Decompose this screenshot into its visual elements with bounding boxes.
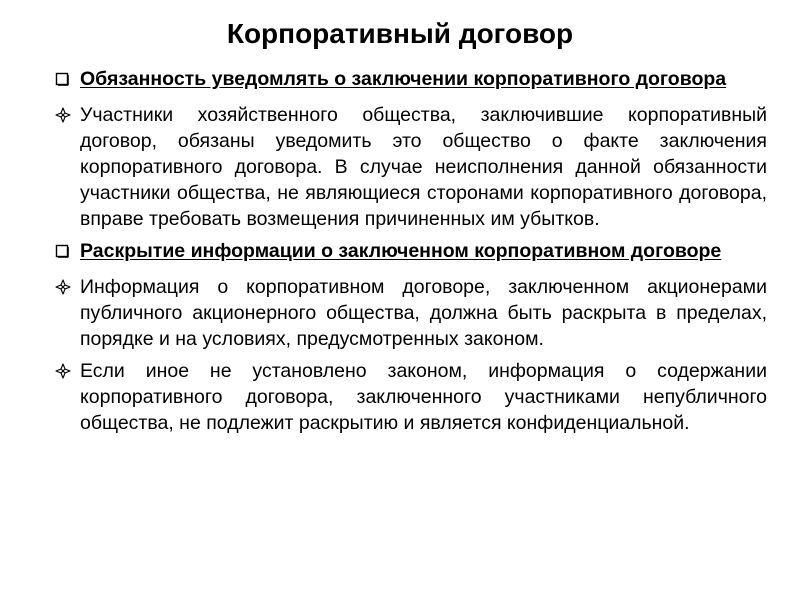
paragraph-text: Участники хозяйственного общества, заключившие корпоративный договор, обязаны уведомить это общество о факте заключения корпоративного договора. В случае неисполнения данной обязанности участники общества, не являющиеся сторонами корпоративного договора, вправе требовать возмещения причиненных им убытков. bbox=[80, 104, 767, 230]
heading-item-notification bbox=[55, 66, 767, 92]
heading-text: Обязанность уведомлять о заключении корпоративного договора bbox=[80, 68, 727, 90]
square-bullet-icon bbox=[55, 66, 77, 92]
paragraph-text: Информация о корпоративном договоре, заключенном акционерами публичного акционерного общества, должна быть раскрыта в пределах, порядке и на условиях, предусмотренных законом. bbox=[80, 276, 767, 350]
paragraph-item-notification bbox=[55, 102, 767, 232]
paragraph-item-public bbox=[55, 274, 767, 352]
diamond-bullet-icon bbox=[55, 358, 77, 384]
heading-item-disclosure bbox=[55, 238, 767, 264]
paragraph-text: Если иное не установлено законом, информация о содержании корпоративного договора, заключенного участниками непубличного общества, не подлежит раскрытию и является конфиденциальной. bbox=[80, 360, 767, 434]
slide-title: Корпоративный договор bbox=[226, 18, 574, 49]
heading-text: Раскрытие информации о заключенном корпоративном договоре bbox=[80, 240, 722, 262]
diamond-bullet-icon bbox=[55, 102, 77, 128]
paragraph-item-nonpublic bbox=[55, 358, 767, 436]
bullet-list bbox=[55, 66, 767, 442]
square-bullet-icon bbox=[55, 238, 77, 264]
diamond-bullet-icon bbox=[55, 274, 77, 300]
